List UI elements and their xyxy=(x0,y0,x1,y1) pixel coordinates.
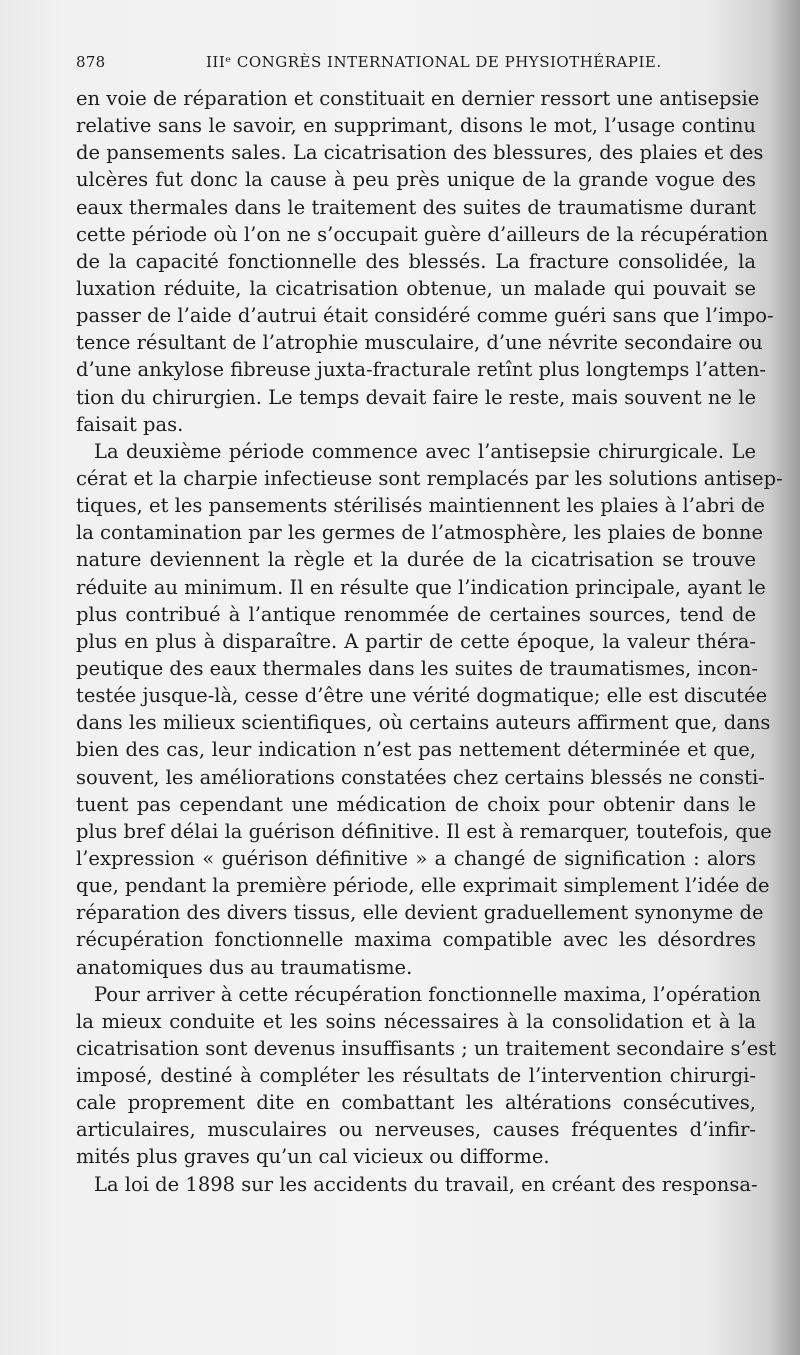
text-line: imposé, destiné à compléter les résultats de l’intervention chirurgi- xyxy=(76,1064,756,1088)
text-line: cérat et la charpie infectieuse sont remplacés par les solutions antisep- xyxy=(76,466,783,490)
text-line: la mieux conduite et les soins nécessaires à la consolidation et à la xyxy=(76,1009,756,1033)
text-line: réduite au minimum. Il en résulte que l’indication principale, ayant le xyxy=(76,575,766,599)
text-line: Pour arriver à cette récupération fonctionnelle maxima, l’opération xyxy=(94,982,761,1006)
text-line: luxation réduite, la cicatrisation obtenue, un malade qui pouvait se xyxy=(76,276,756,300)
text-line: plus bref délai la guérison définitive. Il est à remarquer, toutefois, que xyxy=(76,819,772,843)
text-line: plus contribué à l’antique renommée de certaines sources, tend de xyxy=(76,602,756,626)
text-line: relative sans le savoir, en supprimant, disons le mot, l’usage continu xyxy=(76,114,756,138)
text-line: plus en plus à disparaître. A partir de cette époque, la valeur théra- xyxy=(76,629,756,653)
text-line: ulcères fut donc la cause à peu près unique de la grande vogue des xyxy=(76,168,756,192)
text-line: articulaires, musculaires ou nerveuses, causes fréquentes d’infir- xyxy=(76,1118,756,1142)
text-line: cale proprement dite en combattant les altérations consécutives, xyxy=(76,1091,756,1115)
page-header xyxy=(76,53,736,77)
text-line: récupération fonctionnelle maxima compatible avec les désordres xyxy=(76,928,756,952)
text-line: peutique des eaux thermales dans les suites de traumatismes, incon- xyxy=(76,656,758,680)
text-line: eaux thermales dans le traitement des suites de traumatisme durant xyxy=(76,195,756,219)
text-line: tuent pas cependant une médication de choix pour obtenir dans le xyxy=(76,792,756,816)
text-line: faisait pas. xyxy=(76,412,184,436)
paragraph xyxy=(76,981,777,1171)
text-line: cicatrisation sont devenus insuffisants ; un traitement secondaire s’est xyxy=(76,1036,777,1060)
text-line: anatomiques dus au traumatisme. xyxy=(76,955,413,979)
text-line: mités plus graves qu’un cal vicieux ou difforme. xyxy=(76,1145,550,1169)
text-line: l’expression « guérison définitive » a changé de signification : alors xyxy=(76,846,756,870)
body-text xyxy=(76,85,783,1198)
text-line: la contamination par les germes de l’atmosphère, les plaies de bonne xyxy=(76,521,764,545)
running-title: IIIᵉ CONGRÈS INTERNATIONAL DE PHYSIOTHÉRAPIE. xyxy=(206,53,662,71)
text-line: souvent, les améliorations constatées chez certains blessés ne consti- xyxy=(76,765,765,789)
text-line: tence résultant de l’atrophie musculaire, d’une névrite secondaire ou xyxy=(76,331,763,355)
text-line: tion du chirurgien. Le temps devait faire le reste, mais souvent ne le xyxy=(76,385,756,409)
text-line: réparation des divers tissus, elle devient graduellement synonyme de xyxy=(76,901,764,925)
text-line: testée jusque-là, cesse d’être une vérité dogmatique; elle est discutée xyxy=(76,684,768,708)
text-line: cette période où l’on ne s’occupait guère d’ailleurs de la récupération xyxy=(76,222,769,246)
text-line: tiques, et les pansements stérilisés maintiennent les plaies à l’abri de xyxy=(76,494,765,518)
text-line: bien des cas, leur indication n’est pas nettement déterminée et que, xyxy=(76,738,756,762)
text-line: en voie de réparation et constituait en dernier ressort une antisepsie xyxy=(76,87,760,110)
text-line: La loi de 1898 sur les accidents du travail, en créant des responsa- xyxy=(94,1172,758,1196)
paragraph xyxy=(76,1171,756,1198)
text-line: dans les milieux scientifiques, où certains auteurs affirment que, dans xyxy=(76,711,771,735)
text-line: que, pendant la première période, elle exprimait simplement l’idée de xyxy=(76,874,770,898)
text-line: d’une ankylose fibreuse juxta-fracturale retînt plus longtemps l’atten- xyxy=(76,358,766,382)
page-number: 878 xyxy=(76,53,106,71)
text-line: de la capacité fonctionnelle des blessés. La fracture consolidée, la xyxy=(76,249,756,273)
text-line: nature deviennent la règle et la durée de la cicatrisation se trouve xyxy=(76,548,756,572)
text-line: passer de l’aide d’autrui était considéré comme guéri sans que l’impo- xyxy=(76,304,774,328)
paragraph xyxy=(76,438,783,981)
text-line: de pansements sales. La cicatrisation des blessures, des plaies et des xyxy=(76,141,764,165)
text-line: La deuxième période commence avec l’antisepsie chirurgicale. Le xyxy=(94,439,756,463)
paragraph xyxy=(76,85,774,438)
